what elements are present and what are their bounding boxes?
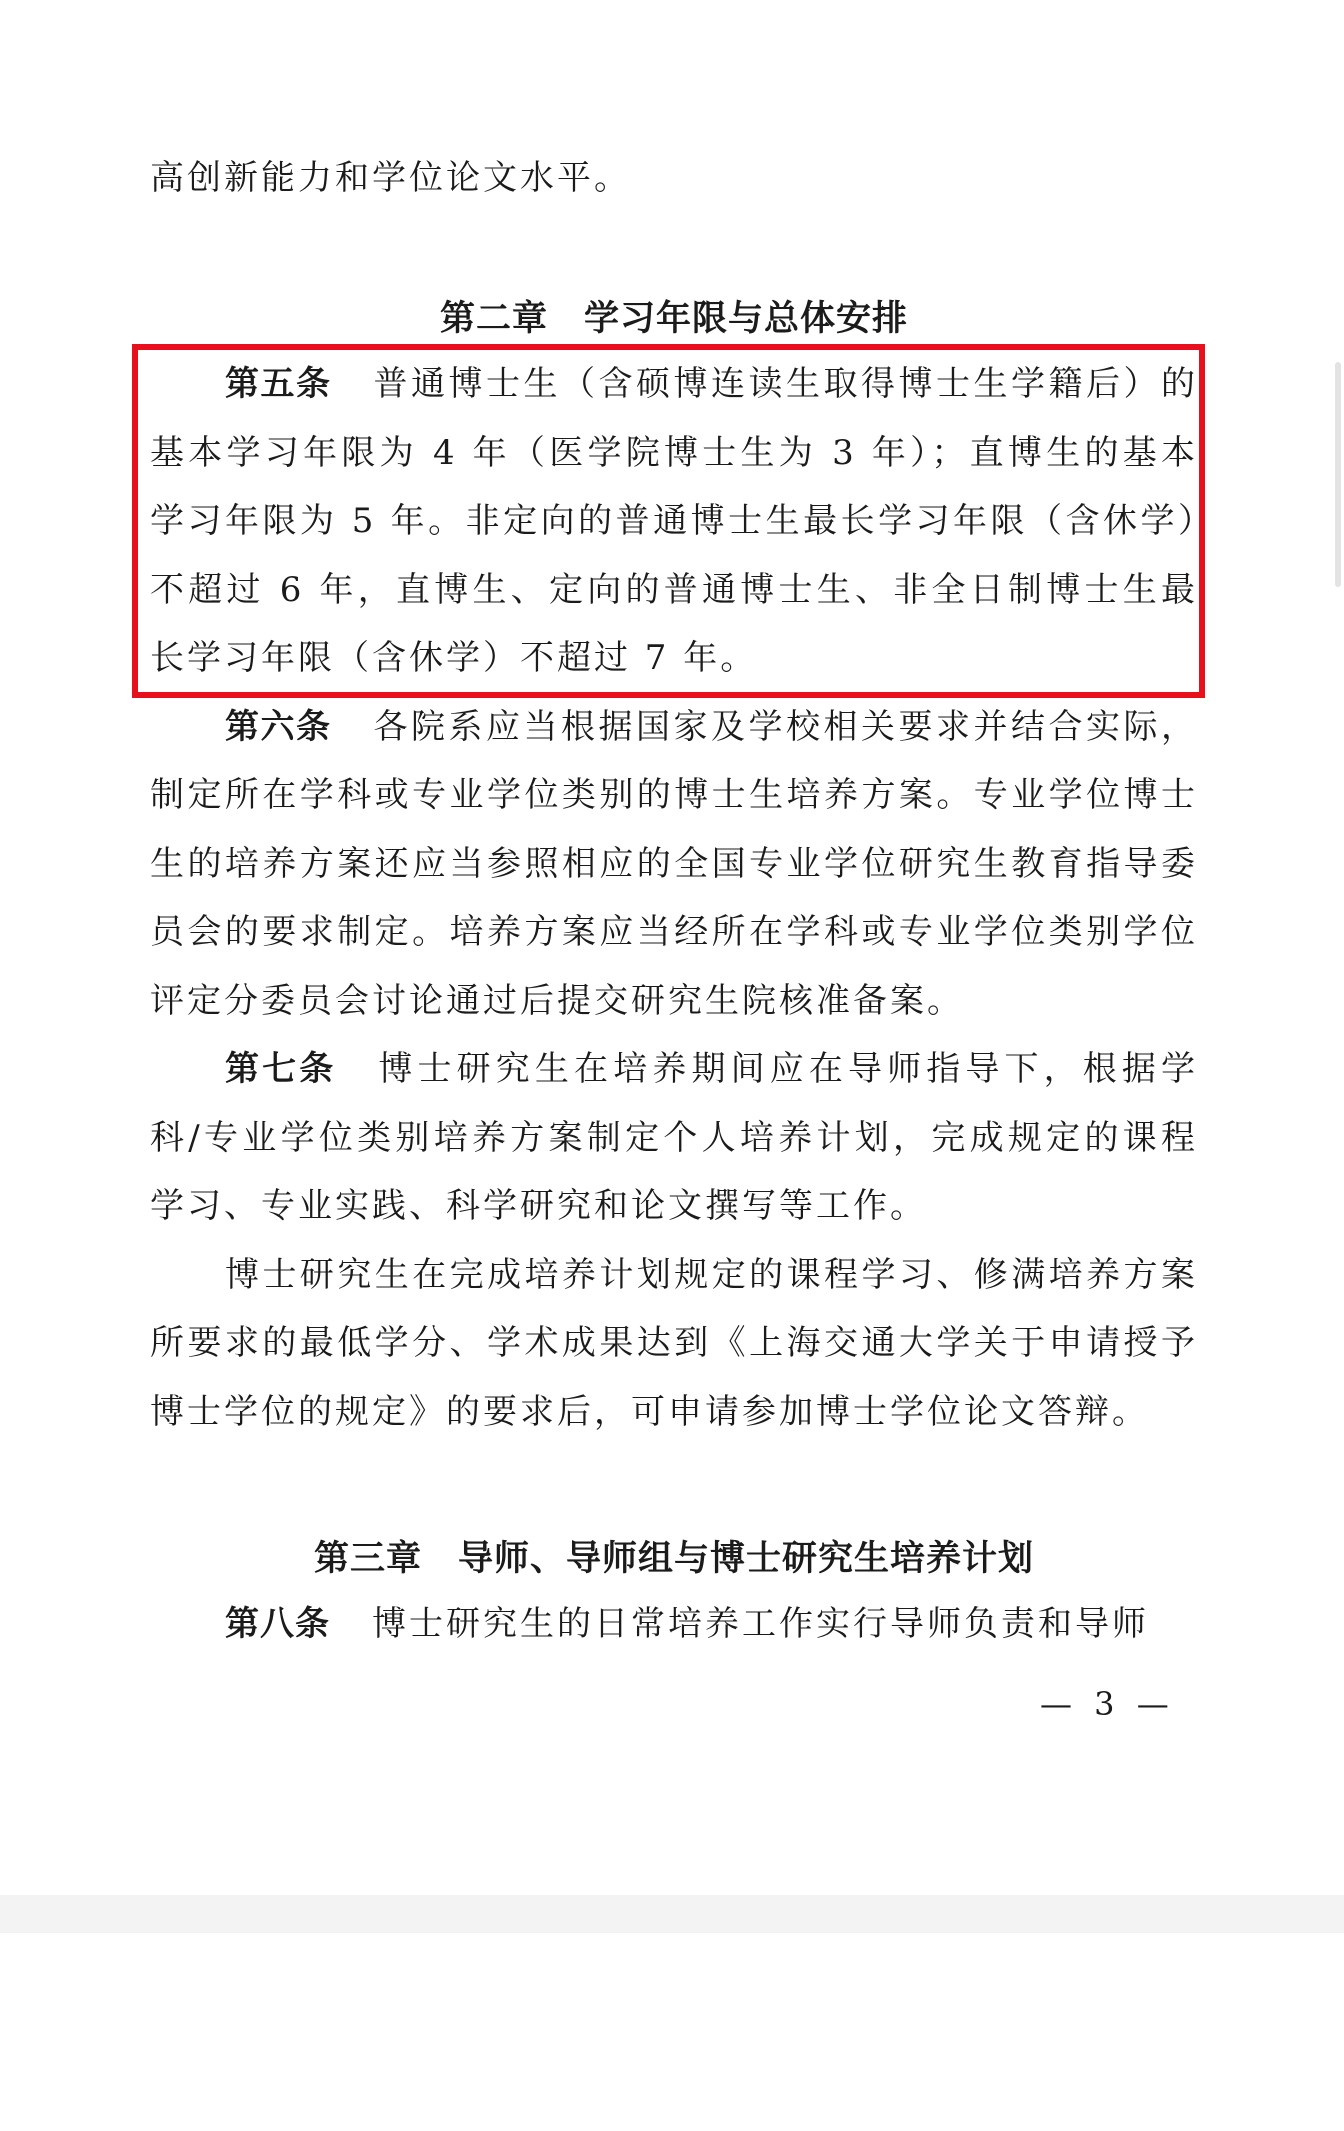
article-7 bbox=[150, 1035, 1198, 1241]
article-5-text: 普通博士生（含硕博连读生取得博士生学籍后）的基本学习年限为 4 年（医学院博士生为 3 年）；直博生的基本学习年限为 5 年。非定向的普通博士生最长学习年限（含休学）不超过 6 年，直博生、定向的普通博士生、非全日制博士生最长学习年限（含休学）不超过 7 年。 bbox=[150, 364, 1198, 678]
article-6-text: 各院系应当根据国家及学校相关要求并结合实际，制定所在学科或专业学位类别的博士生培养方案。专业学位博士生的培养方案还应当参照相应的全国专业学位研究生教育指导委员会的要求制定。培养方案应当经所在学科或专业学位类别学位评定分委员会讨论通过后提交研究生院核准备案。 bbox=[150, 706, 1198, 1021]
chapter-3-title: 第三章 导师、导师组与博士研究生培养计划 bbox=[313, 1539, 1034, 1579]
page-separator-band bbox=[0, 1895, 1344, 1933]
scrollbar-thumb[interactable] bbox=[1335, 362, 1341, 587]
article-6-label: 第六条 bbox=[225, 706, 332, 747]
red-highlight-box bbox=[132, 344, 1205, 698]
article-8-label: 第八条 bbox=[225, 1604, 330, 1644]
article-6 bbox=[150, 693, 1198, 1036]
chapter-2-title: 第二章 学习年限与总体安排 bbox=[439, 299, 908, 339]
article-8-text: 博士研究生的日常培养工作实行导师负责和导师 bbox=[372, 1604, 1149, 1644]
page-number: — 3 — bbox=[1040, 1685, 1175, 1723]
article-8 bbox=[150, 1590, 1198, 1659]
article-7-label: 第七条 bbox=[225, 1049, 337, 1089]
article-5-label: 第五条 bbox=[225, 364, 332, 404]
article-7-paragraph-2: 博士研究生在完成培养计划规定的课程学习、修满培养方案所要求的最低学分、学术成果达到《上海交通大学关于申请授予博士学位的规定》的要求后，可申请参加博士学位论文答辩。 bbox=[150, 1254, 1198, 1432]
chapter-3-body bbox=[150, 1590, 1198, 1659]
top-fragment: 高创新能力和学位论文水平。 bbox=[150, 158, 631, 198]
article-7-text: 博士研究生在培养期间应在导师指导下，根据学科/专业学位类别培养方案制定个人培养计划，完成规定的课程学习、专业实践、科学研究和论文撰写等工作。 bbox=[150, 1049, 1199, 1226]
